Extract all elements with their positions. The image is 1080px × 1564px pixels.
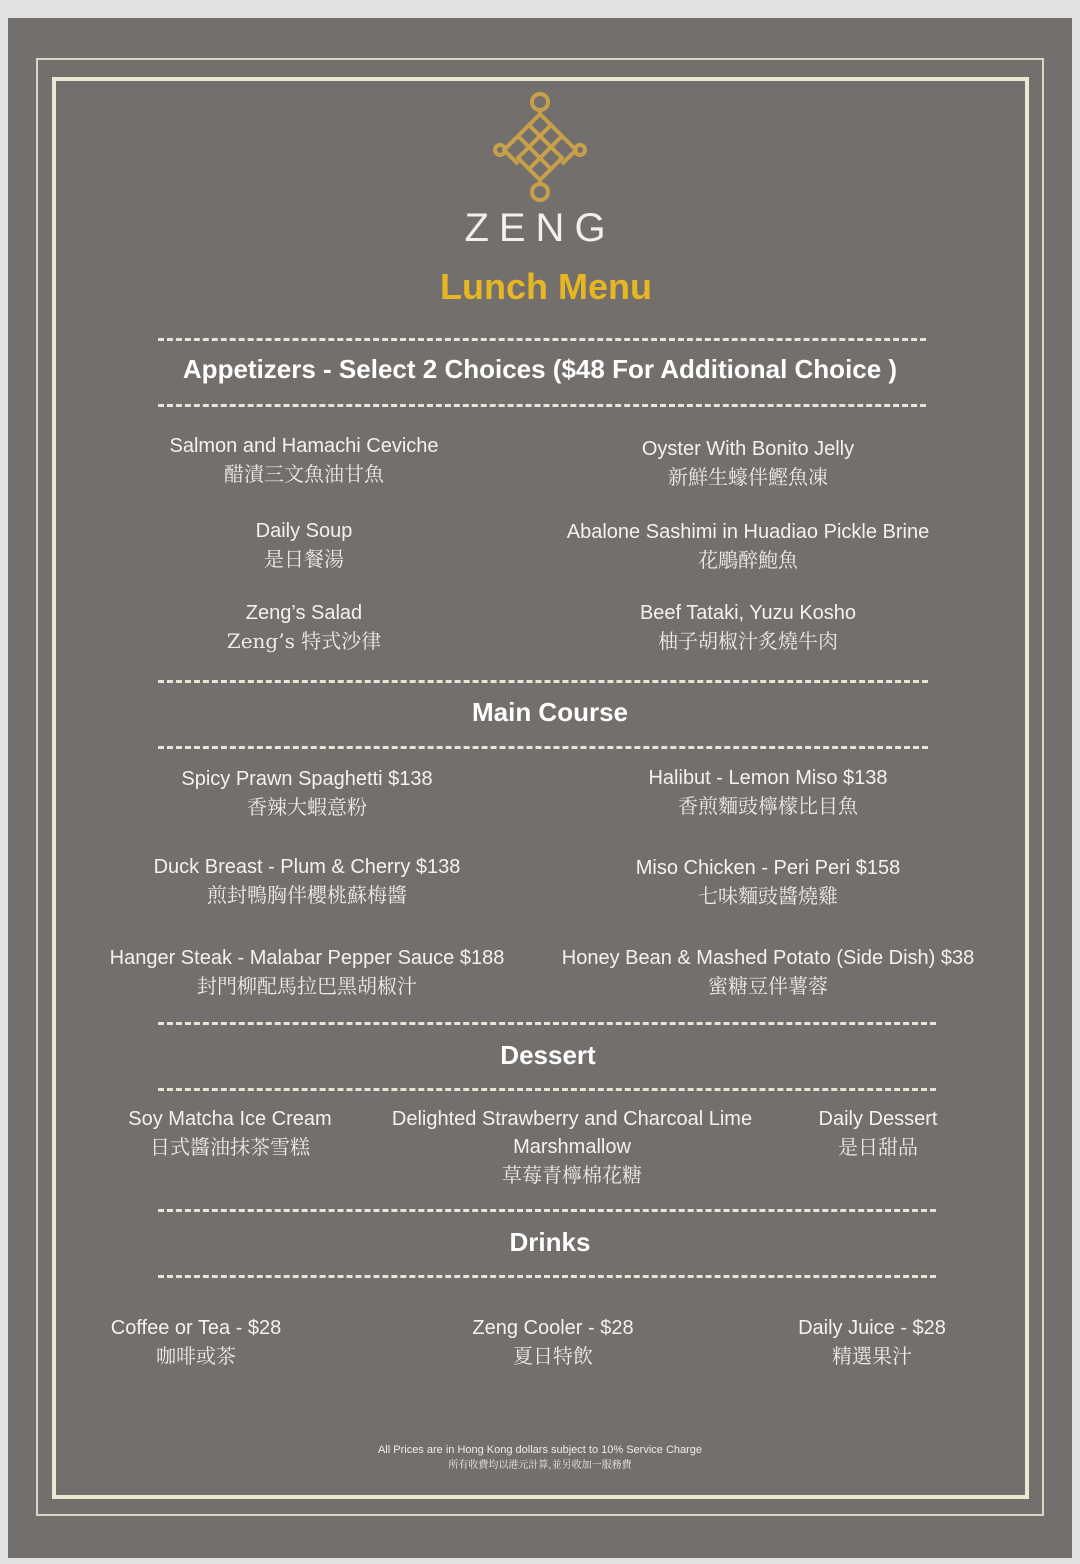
item-name: Daily Juice - $28 bbox=[798, 1317, 946, 1339]
item-name: Daily Soup bbox=[255, 520, 353, 542]
item-name: Salmon and Hamachi Ceviche bbox=[169, 435, 439, 457]
item-name-zh: 封門柳配馬拉巴黑胡椒汁 bbox=[197, 974, 417, 998]
item-name: Miso Chicken - Peri Peri $158 bbox=[635, 857, 901, 879]
drinks-title: Drinks bbox=[509, 1227, 591, 1257]
item-name-zh: 蜜糖豆伴薯蓉 bbox=[708, 974, 828, 998]
menu-item bbox=[86, 1314, 306, 1370]
item-name-zh: 柚子胡椒汁炙燒牛肉 bbox=[658, 629, 838, 653]
menu-item bbox=[543, 944, 993, 1000]
item-name: Honey Bean & Mashed Potato (Side Dish) $38 bbox=[561, 947, 975, 969]
menu-item bbox=[548, 599, 948, 655]
main-course-title: Main Course bbox=[471, 697, 629, 727]
menu-title: Lunch Menu bbox=[440, 266, 652, 307]
divider bbox=[158, 680, 928, 683]
item-name-zh: Zeng’s 特式沙律 bbox=[226, 629, 382, 653]
menu-item bbox=[568, 764, 968, 820]
item-name-zh: 夏日特飲 bbox=[513, 1344, 593, 1368]
item-name-zh: 草莓青檸棉花糖 bbox=[502, 1163, 642, 1187]
menu-item bbox=[107, 765, 507, 821]
menu-item bbox=[124, 432, 484, 488]
item-name-line2: Marshmallow bbox=[513, 1136, 631, 1158]
item-name: Oyster With Bonito Jelly bbox=[641, 438, 855, 460]
menu-item bbox=[568, 854, 968, 910]
item-name-zh: 煎封鴨胸伴櫻桃蘇梅醬 bbox=[207, 883, 407, 907]
divider bbox=[158, 338, 926, 341]
item-name-zh: 七味麵豉醬燒雞 bbox=[698, 884, 838, 908]
item-name: Beef Tataki, Yuzu Kosho bbox=[639, 602, 857, 624]
menu-item bbox=[548, 435, 948, 491]
divider bbox=[158, 404, 926, 407]
footer-note: All Prices are in Hong Kong dollars subject to 10% Service Charge bbox=[377, 1444, 703, 1456]
endless-knot-icon bbox=[490, 92, 590, 204]
item-name: Halibut - Lemon Miso $138 bbox=[648, 767, 888, 789]
item-name-zh: 精選果汁 bbox=[832, 1344, 912, 1368]
item-name: Duck Breast - Plum & Cherry $138 bbox=[153, 856, 461, 878]
menu-item bbox=[443, 1314, 663, 1370]
item-name: Delighted Strawberry and Charcoal Lime bbox=[391, 1108, 753, 1130]
item-name: Coffee or Tea - $28 bbox=[110, 1317, 282, 1339]
footer-note-zh: 所有收費均以港元計算,並另收加一服務費 bbox=[448, 1460, 632, 1471]
item-name-zh: 香辣大蝦意粉 bbox=[247, 795, 367, 819]
item-name: Zeng’s Salad bbox=[245, 602, 363, 624]
item-name: Spicy Prawn Spaghetti $138 bbox=[181, 768, 433, 790]
menu-item bbox=[124, 517, 484, 573]
dessert-title: Dessert bbox=[500, 1040, 596, 1070]
menu-item bbox=[762, 1314, 982, 1370]
divider bbox=[158, 746, 928, 749]
divider bbox=[158, 1209, 936, 1212]
appetizers-title: Appetizers - Select 2 Choices ($48 For Additional Choice ) bbox=[182, 354, 898, 384]
item-name-zh: 日式醬油抹茶雪糕 bbox=[150, 1135, 310, 1159]
divider bbox=[158, 1275, 936, 1278]
item-name-zh: 是日甜品 bbox=[838, 1135, 918, 1159]
menu-item bbox=[92, 944, 522, 1000]
item-name: Soy Matcha Ice Cream bbox=[128, 1108, 332, 1130]
menu-item bbox=[372, 1105, 772, 1189]
divider bbox=[158, 1088, 936, 1091]
menu-item bbox=[107, 853, 507, 909]
item-name-zh: 新鮮生蠔伴鰹魚凍 bbox=[668, 465, 828, 489]
menu-item bbox=[110, 1105, 350, 1161]
item-name: Zeng Cooler - $28 bbox=[472, 1317, 634, 1339]
item-name-zh: 咖啡或茶 bbox=[156, 1344, 236, 1368]
item-name-zh: 香煎麵豉檸檬比目魚 bbox=[678, 794, 858, 818]
footer bbox=[240, 1442, 840, 1473]
divider bbox=[158, 1022, 936, 1025]
item-name-zh: 醋漬三文魚油甘魚 bbox=[224, 462, 384, 486]
menu-item bbox=[528, 518, 968, 574]
item-name: Daily Dessert bbox=[818, 1108, 938, 1130]
item-name-zh: 花鵰醉鮑魚 bbox=[698, 548, 798, 572]
menu-item bbox=[790, 1105, 966, 1161]
item-name: Abalone Sashimi in Huadiao Pickle Brine bbox=[566, 521, 930, 543]
brand-name: ZENG bbox=[464, 206, 616, 250]
item-name: Hanger Steak - Malabar Pepper Sauce $188 bbox=[109, 947, 505, 969]
menu-item bbox=[124, 599, 484, 655]
item-name-zh: 是日餐湯 bbox=[264, 547, 344, 571]
